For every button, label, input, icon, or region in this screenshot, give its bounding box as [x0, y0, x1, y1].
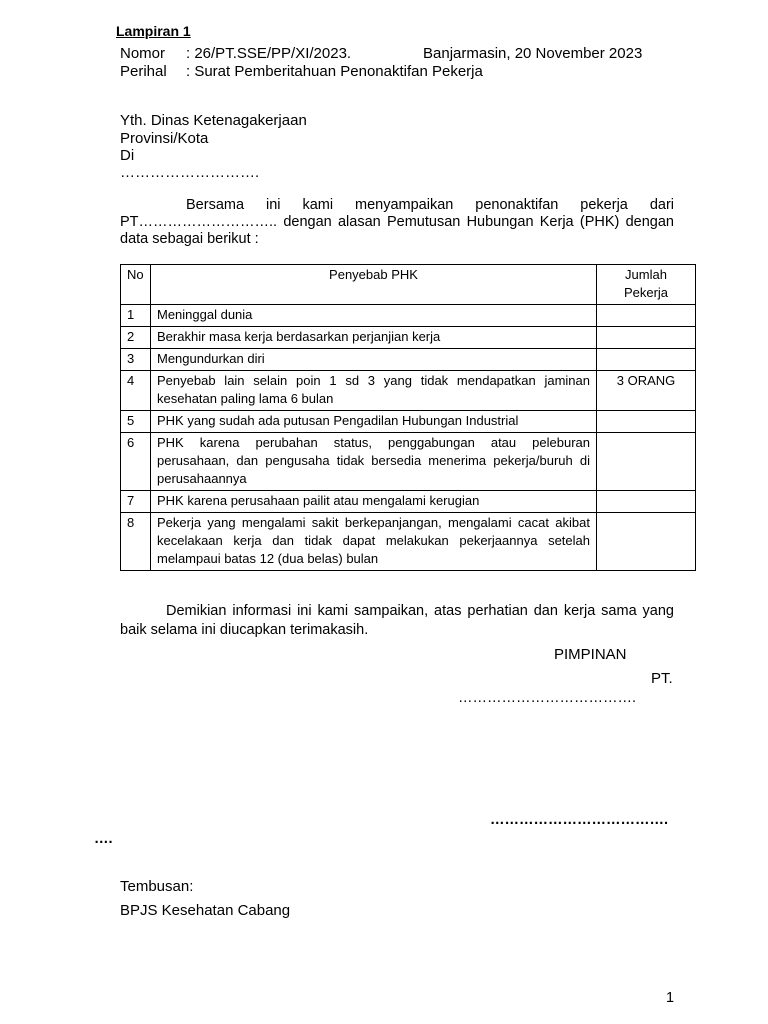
row-no: 8: [121, 513, 151, 571]
table-row: [121, 433, 696, 491]
recipient-line3: Di: [120, 147, 135, 164]
row-penyebab: Pekerja yang mengalami sakit berkepanjangan, mengalami cacat akibat kecelakaan kerja dan tidak dapat melakukan pekerjaannya setelah melampaui batas 12 (dua belas) bulan: [151, 513, 597, 571]
header-jumlah: Jumlah Pekerja: [597, 265, 696, 305]
signature-company: PT.: [651, 670, 673, 687]
row-penyebab: Penyebab lain selain poin 1 sd 3 yang tidak mendapatkan jaminan kesehatan paling lama 6 bulan: [151, 371, 597, 411]
perihal-value: : Surat Pemberitahuan Penonaktifan Pekerja: [186, 63, 483, 80]
closing-paragraph: [120, 602, 674, 640]
closing-text: Demikian informasi ini kami sampaikan, atas perhatian dan kerja sama yang baik selama ini diucapkan terimakasih.: [120, 603, 674, 638]
row-no: 4: [121, 371, 151, 411]
row-no: 6: [121, 433, 151, 491]
table-row: [121, 305, 696, 327]
row-jumlah: [597, 305, 696, 327]
signature-name-dots-tail: ….: [94, 831, 113, 847]
row-jumlah: [597, 349, 696, 371]
table-row: [121, 349, 696, 371]
row-jumlah: [597, 491, 696, 513]
cc-label: Tembusan:: [120, 878, 194, 895]
perihal-label: Perihal: [120, 63, 167, 80]
recipient-line4: ……………………….: [120, 164, 260, 181]
nomor-value: : 26/PT.SSE/PP/XI/2023.: [186, 45, 352, 62]
table-row: [121, 327, 696, 349]
nomor-label: Nomor: [120, 45, 166, 62]
row-penyebab: PHK karena perusahaan pailit atau mengalami kerugian: [151, 491, 597, 513]
signature-company-dots: ……………………………….: [458, 690, 637, 706]
row-penyebab: Mengundurkan diri: [151, 349, 597, 371]
table-row: [121, 411, 696, 433]
row-penyebab: Berakhir masa kerja berdasarkan perjanjian kerja: [151, 327, 597, 349]
attachment-heading: Lampiran 1: [116, 23, 191, 39]
recipient-line1: Yth. Dinas Ketenagakerjaan: [120, 112, 307, 129]
place-date: Banjarmasin, 20 November 2023: [423, 45, 643, 62]
row-penyebab: PHK karena perubahan status, penggabungan atau peleburan perusahaan, dan pengusaha tidak bersedia menerima pekerja/buruh di perusahaannya: [151, 433, 597, 491]
page-number: 1: [666, 990, 675, 1006]
row-no: 2: [121, 327, 151, 349]
signature-title: PIMPINAN: [554, 646, 627, 663]
header-no: No: [121, 265, 151, 305]
table-header-row: [121, 265, 696, 305]
row-jumlah: [597, 327, 696, 349]
table-row: [121, 513, 696, 571]
phk-table: [120, 264, 696, 571]
row-penyebab: PHK yang sudah ada putusan Pengadilan Hubungan Industrial: [151, 411, 597, 433]
header-penyebab: Penyebab PHK: [151, 265, 597, 305]
row-jumlah: [597, 513, 696, 571]
intro-text: Bersama ini kami menyampaikan penonaktifan pekerja dari PT……………………….. dengan alasan Pemutusan Hubungan Kerja (PHK) dengan data sebagai berikut :: [120, 197, 674, 247]
signature-name-dots: ……………………………….: [490, 812, 669, 828]
row-penyebab: Meninggal dunia: [151, 305, 597, 327]
recipient-line2: Provinsi/Kota: [120, 130, 209, 147]
intro-paragraph: [120, 197, 674, 248]
row-jumlah: 3 ORANG: [597, 371, 696, 411]
row-no: 1: [121, 305, 151, 327]
row-jumlah: [597, 411, 696, 433]
table-row: [121, 371, 696, 411]
row-no: 5: [121, 411, 151, 433]
row-no: 7: [121, 491, 151, 513]
cc-item: BPJS Kesehatan Cabang: [120, 902, 291, 919]
row-no: 3: [121, 349, 151, 371]
table-row: [121, 491, 696, 513]
row-jumlah: [597, 433, 696, 491]
